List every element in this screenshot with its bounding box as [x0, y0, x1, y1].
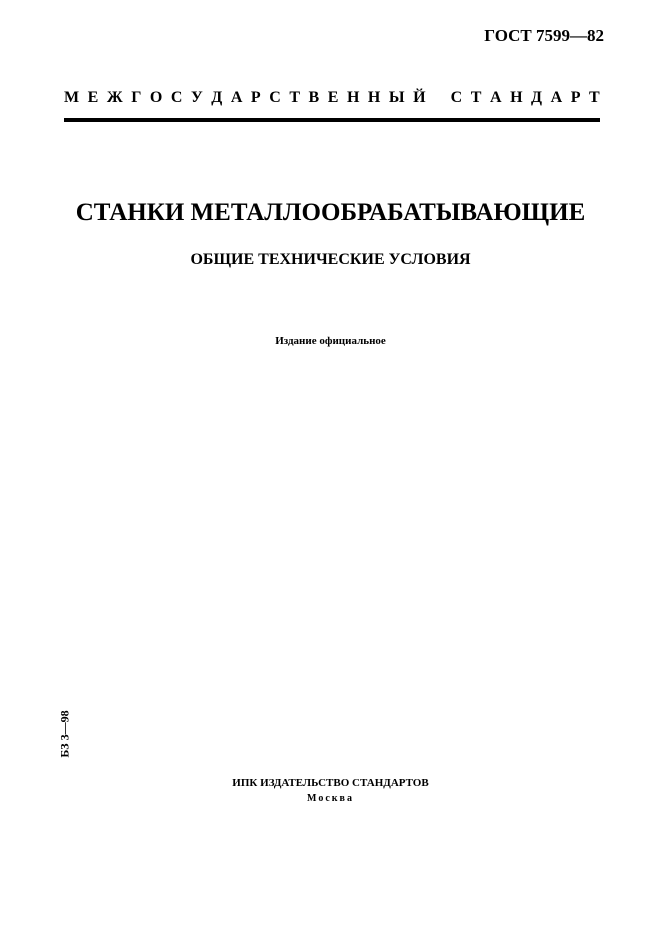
standard-kind-letter: Р	[250, 89, 261, 106]
gost-number: ГОСТ 7599—82	[484, 26, 604, 45]
standard-kind-letter: Н	[367, 89, 381, 106]
standard-kind-letter: Т	[289, 89, 300, 106]
standard-kind-letter: О	[149, 89, 163, 106]
standard-kind-letter: Е	[327, 89, 339, 106]
standard-kind-letter: А	[489, 89, 502, 106]
standard-kind-letter: Т	[589, 89, 600, 106]
standard-kind-letter: А	[550, 89, 563, 106]
standard-kind-letter: Т	[470, 89, 482, 106]
standard-kind-letter: Р	[570, 89, 581, 106]
document-subtitle: ОБЩИЕ ТЕХНИЧЕСКИЕ УСЛОВИЯ	[190, 251, 471, 268]
publisher-city: Москва	[307, 793, 354, 804]
document-title: СТАНКИ МЕТАЛЛООБРАБАТЫВАЮЩИЕ	[75, 199, 586, 226]
standard-kind-letter: Д	[531, 89, 543, 106]
side-code	[55, 708, 75, 760]
side-code-text: БЗ 3—98	[57, 710, 72, 758]
publisher: ИПК ИЗДАТЕЛЬСТВО СТАНДАРТОВ	[232, 777, 429, 789]
standard-kind-letter: У	[191, 89, 203, 106]
word-gap	[434, 89, 442, 107]
standard-kind-letter: Г	[131, 89, 142, 106]
standard-kind-letter: С	[450, 89, 463, 106]
standard-kind-letter: А	[230, 89, 243, 106]
standard-kind-letter: Ы	[388, 89, 405, 106]
standard-kind-letter: Н	[346, 89, 360, 106]
standard-kind-letter: Ж	[106, 89, 123, 106]
standard-kind-letter: Д	[211, 89, 223, 106]
standard-kind-letter: В	[308, 89, 320, 106]
standard-kind-letter: М	[64, 89, 80, 106]
edition-note: Издание официальное	[275, 335, 386, 347]
standard-kind-letter: С	[269, 89, 281, 106]
standard-kind-letter: Й	[413, 89, 426, 106]
header-divider	[64, 118, 600, 122]
standard-kind-letter: С	[170, 89, 183, 106]
standard-kind-heading	[64, 89, 600, 107]
standard-kind-letter: Е	[87, 89, 99, 106]
standard-kind-letter: Н	[510, 89, 523, 106]
